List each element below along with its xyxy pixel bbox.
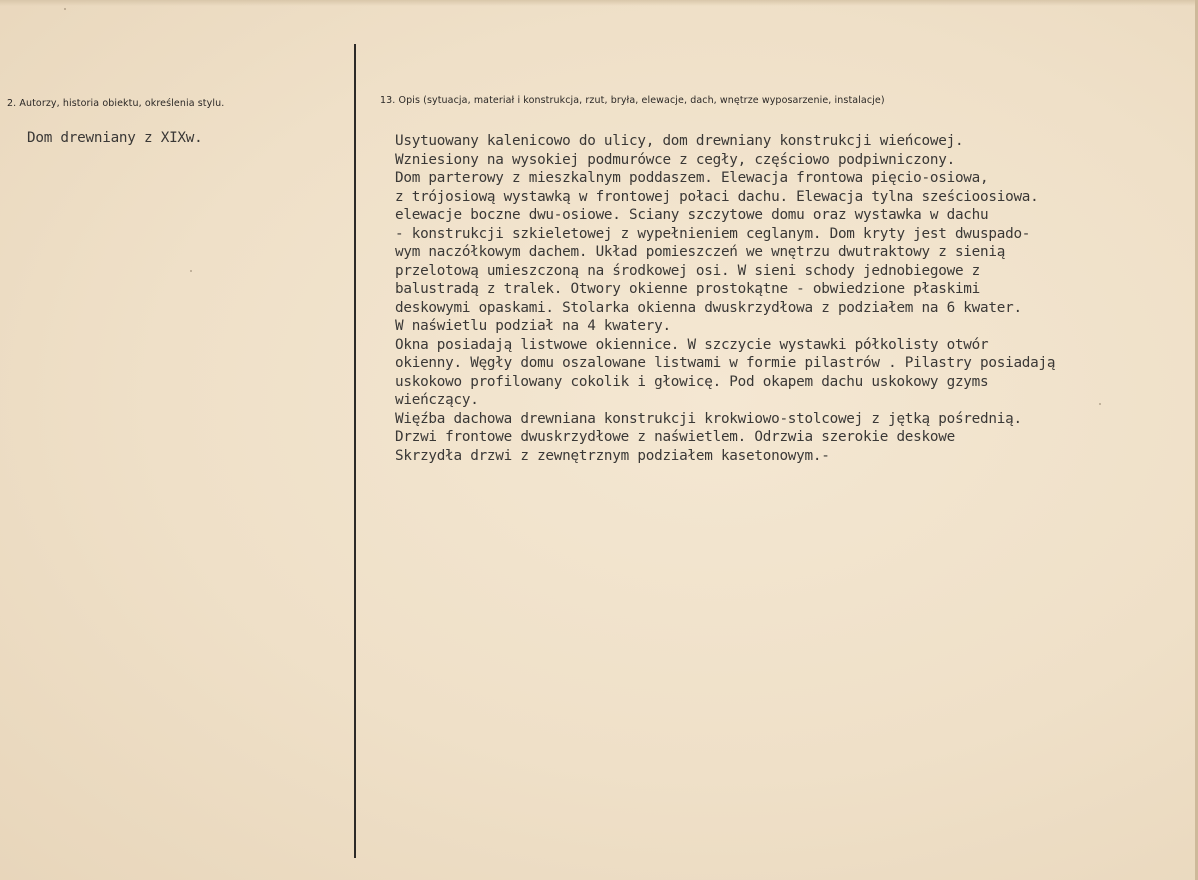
description-line: Dom parterowy z mieszkalnym poddaszem. Elewacja frontowa pięcio-osiowa,: [395, 170, 989, 186]
description-line: Wzniesiony na wysokiej podmurówce z cegły, częściowo podpiwniczony.: [395, 151, 955, 168]
description-line: okienny. Węgły domu oszalowane listwami w formie pilastrów . Pilastry posiadają: [395, 355, 1056, 371]
description-line: balustradą z tralek. Otwory okienne prostokątne - obwiedzione płaskimi: [395, 281, 981, 297]
description-line: Więźba dachowa drewniana konstrukcji krokwiowo-stolcowej z jętką pośrednią.: [395, 410, 1022, 427]
description-line: elewacje boczne dwu-osiowe. Sciany szczytowe domu oraz wystawka w dachu: [395, 207, 989, 223]
description-line: deskowymi opaskami. Stolarka okienna dwuskrzydłowa z podziałem na 6 kwater.: [395, 299, 1022, 316]
description-line: z trójosiową wystawką w frontowej połaci dachu. Elewacja tylna sześcioosiowa.: [395, 188, 1039, 205]
description-line: uskokowo profilowany cokolik i głowicę. Pod okapem dachu uskokowy gzyms: [395, 373, 989, 390]
right-column-label: 13. Opis (sytuacja, materiał i konstrukcja, rzut, bryła, elewacje, dach, wnętrze wyposarzenie, instalacje): [380, 95, 885, 106]
description-line: W naświetlu podział na 4 kwatery.: [395, 318, 671, 334]
paper-speck: [64, 8, 66, 10]
description-body: [395, 132, 1055, 465]
description-line: wym naczółkowym dachem. Układ pomieszczeń we wnętrzu dwutraktowy z sienią: [395, 244, 1006, 260]
description-line: Okna posiadają listwowe okiennice. W szczycie wystawki półkolisty otwór: [395, 336, 989, 353]
paper-speck: [190, 270, 192, 272]
column-divider: [354, 44, 356, 858]
description-line: Drzwi frontowe dwuskrzydłowe z naświetlem. Odrzwia szerokie deskowe: [395, 429, 955, 445]
paper-speck: [1099, 403, 1101, 405]
left-column-label: 2. Autorzy, historia obiektu, określenia stylu.: [7, 98, 225, 109]
description-line: - konstrukcji szkieletowej z wypełnieniem ceglanym. Dom kryty jest dwuspado-: [395, 225, 1031, 242]
card-top-edge: [0, 0, 1198, 6]
description-line: Usytuowany kalenicowo do ulicy, dom drewniany konstrukcji wieńcowej.: [395, 133, 964, 149]
description-line: przelotową umieszczoną na środkowej osi. W sieni schody jednobiegowe z: [395, 262, 981, 279]
description-line: wieńczący.: [395, 392, 479, 408]
description-line: Skrzydła drzwi z zewnętrznym podziałem kasetonowym.-: [395, 447, 830, 464]
left-column-text: Dom drewniany z XIXw.: [27, 130, 203, 146]
